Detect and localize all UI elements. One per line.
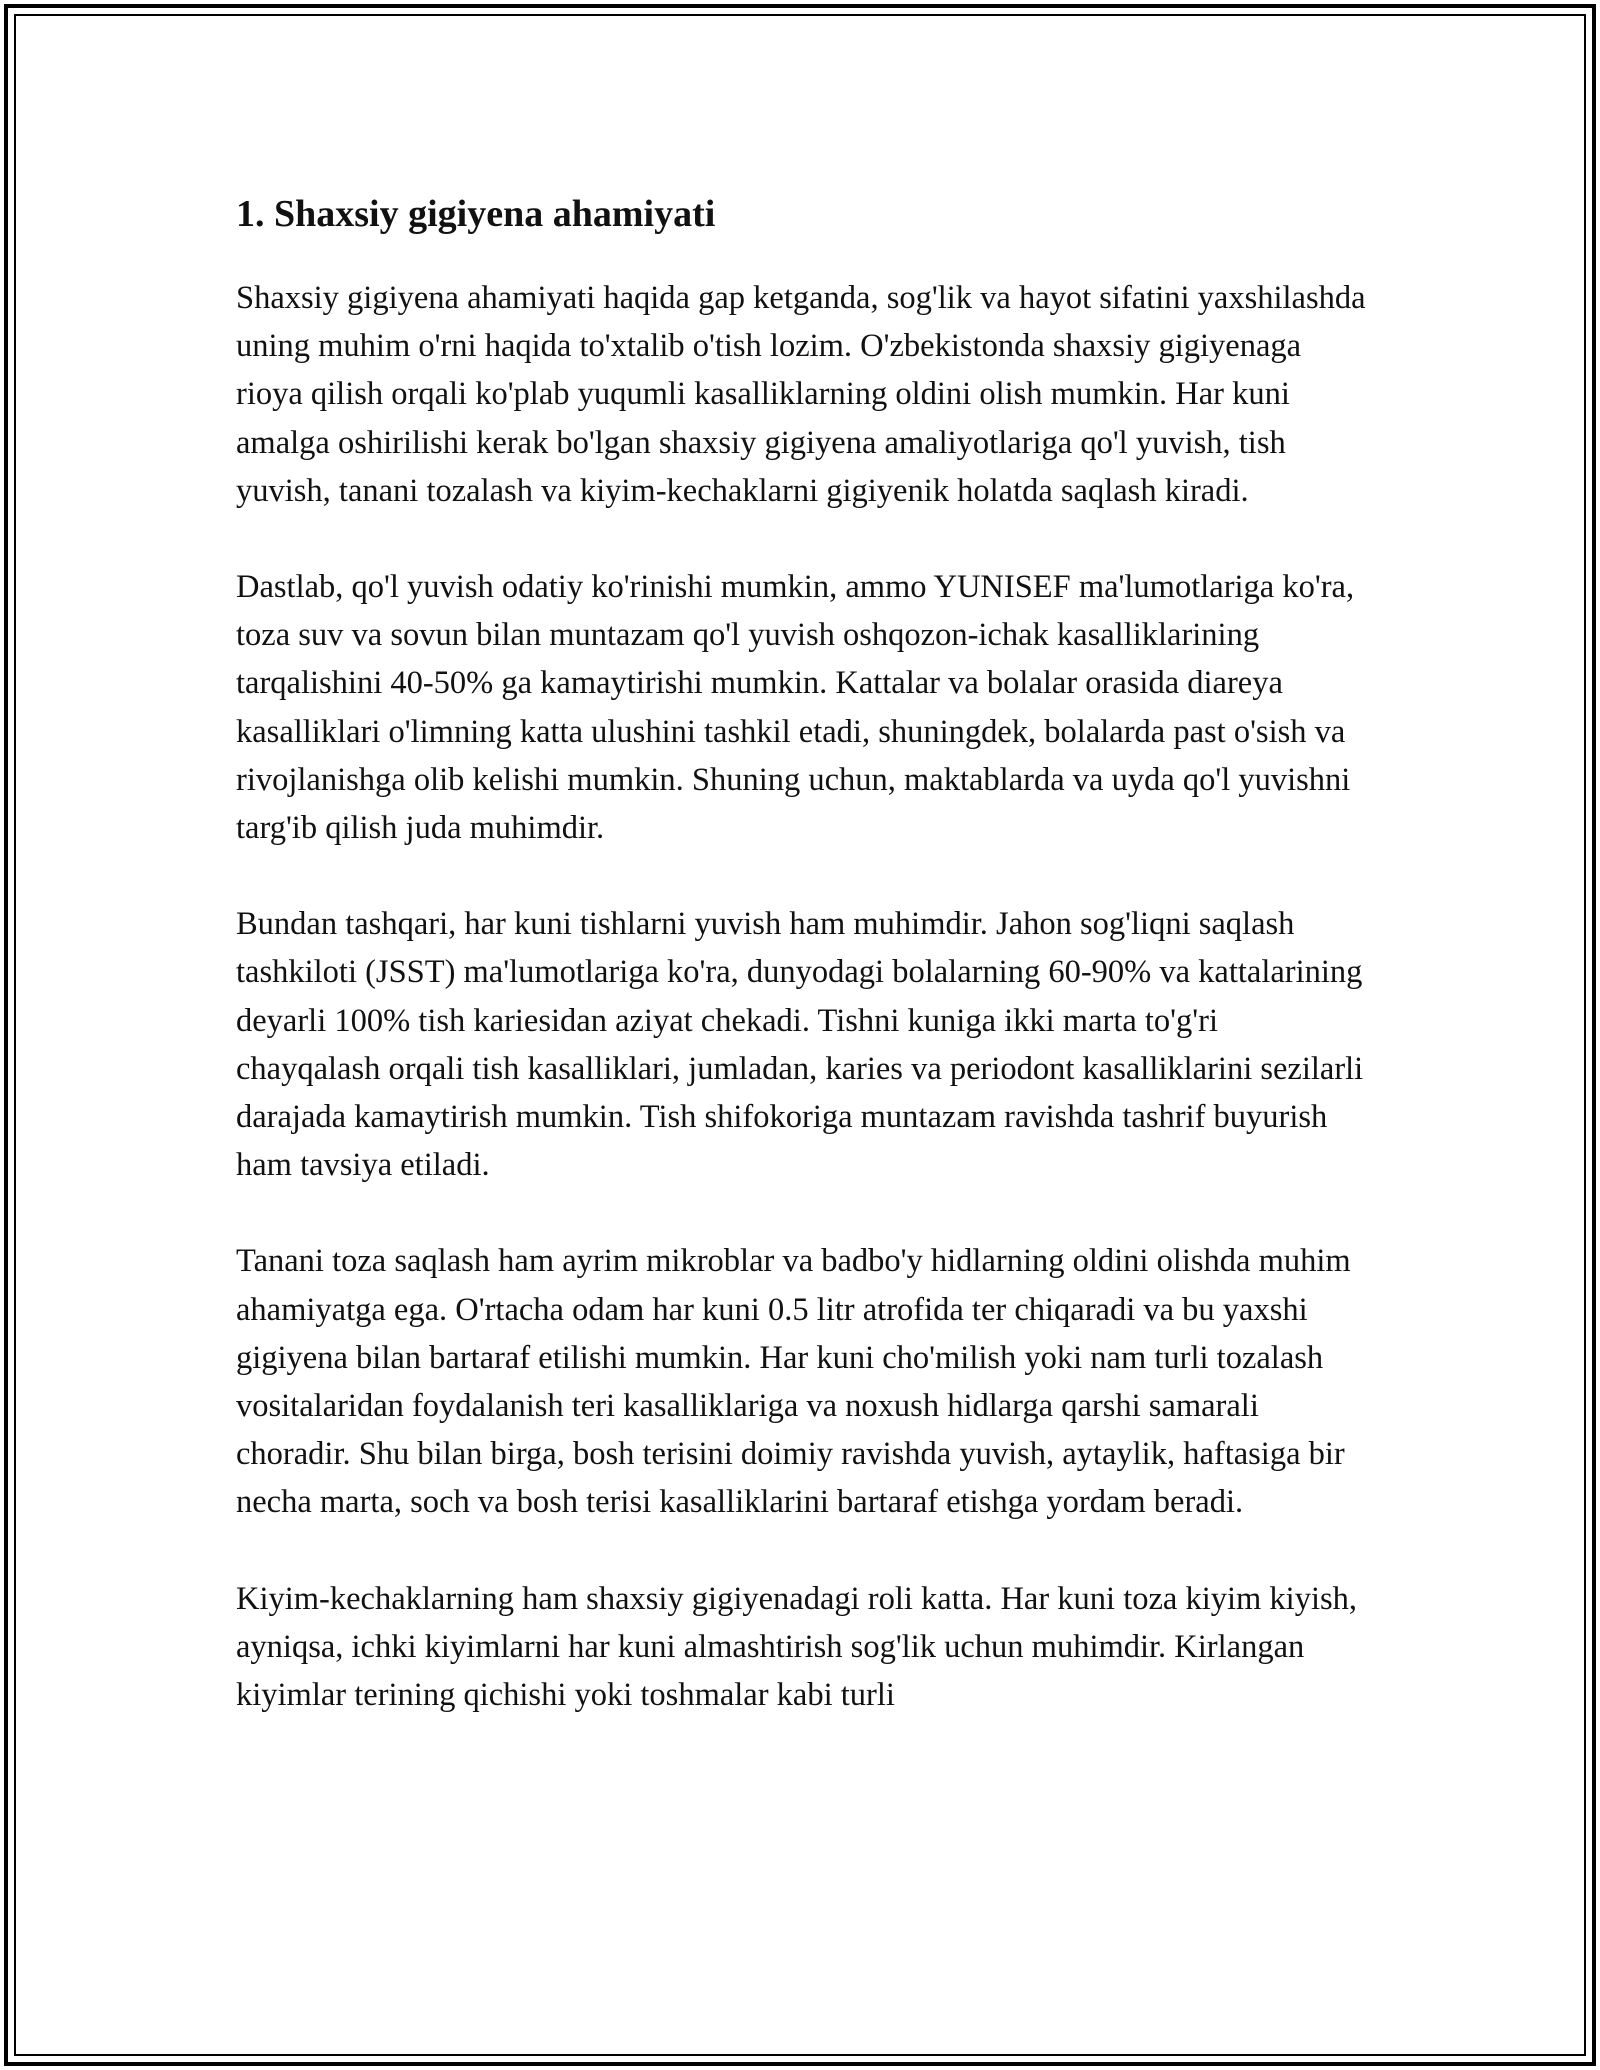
paragraph-2: Dastlab, qo'l yuvish odatiy ko'rinishi mumkin, ammo YUNISEF ma'lumotlariga ko'ra, toza suv va sovun bilan muntazam qo'l yuvish oshqozon-ichak kasalliklarining tarqalishini 40-50% ga kamaytirishi mumkin. Kattalar va bolalar orasida diareya kasalliklari o'limning katta ulushini tashkil etadi, shuningdek, bolalarda past o'sish va rivojlanishga olib kelishi mumkin. Shuning uchun, maktablarda va uyda qo'l yuvishni targ'ib qilish juda muhimdir. [236,569,1355,847]
paragraph-4: Tanani toza saqlash ham ayrim mikroblar va badbo'y hidlarning oldini olishda muhim ahamiyatga ega. O'rtacha odam har kuni 0.5 litr atrofida ter chiqaradi va bu yaxshi gigiyena bilan bartaraf etilishi mumkin. Har kuni cho'milish yoki nam turli tozalash vositalaridan foydalanish teri kasalliklariga va noxush hidlarga qarshi samarali choradir. Shu bilan birga, bosh terisini doimiy ravishda yuvish, aytaylik, haftasiga bir necha marta, soch va bosh terisi kasalliklarini bartaraf etishga yordam beradi. [236,1243,1351,1521]
paragraph-3: Bundan tashqari, har kuni tishlarni yuvish ham muhimdir. Jahon sog'liqni saqlash tashkiloti (JSST) ma'lumotlariga ko'ra, dunyodagi bolalarning 60-90% va kattalarining deyarli 100% tish kariesidan aziyat chekadi. Tishni kuniga ikki marta to'g'ri chayqalash orqali tish kasalliklari, jumladan, karies va periodont kasalliklarini sezilarli darajada kamaytirish mumkin. Tish shifokoriga muntazam ravishda tashrif buyurish ham tavsiya etiladi. [236,906,1364,1184]
paragraph-5: Kiyim-kechaklarning ham shaxsiy gigiyenadagi roli katta. Har kuni toza kiyim kiyish, ayniqsa, ichki kiyimlarni har kuni almashtirish sog'lik uchun muhimdir. Kirlangan kiyimlar terining qichishi yoki toshmalar kabi turli [236,1580,1357,1714]
section-heading: 1. Shaxsiy gigiyena ahamiyati [236,193,716,235]
document-body [236,186,1366,1719]
paragraph-1: Shaxsiy gigiyena ahamiyati haqida gap ketganda, sog'lik va hayot sifatini yaxshilashda uning muhim o'rni haqida to'xtalib o'tish lozim. O'zbekistonda shaxsiy gigiyenaga rioya qilish orqali ko'plab yuqumli kasalliklarning oldini olish mumkin. Har kuni amalga oshirilishi kerak bo'lgan shaxsiy gigiyena amaliyotlariga qo'l yuvish, tish yuvish, tanani tozalash va kiyim-kechaklarni gigiyenik holatda saqlash kiradi. [236,280,1366,509]
